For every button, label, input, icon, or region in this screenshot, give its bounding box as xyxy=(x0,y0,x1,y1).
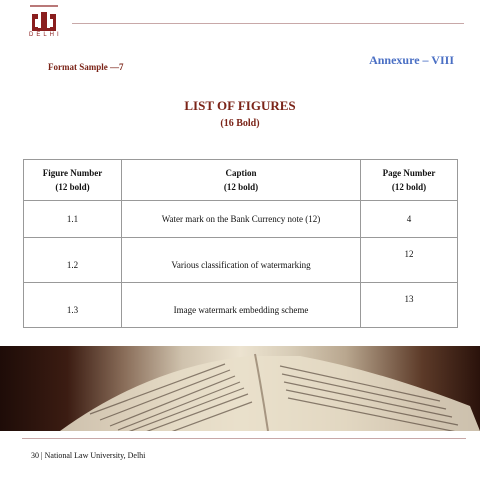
page-number-cell xyxy=(361,238,458,283)
header-page-number xyxy=(361,160,458,201)
footer-rule xyxy=(22,438,466,439)
page-number-text: 12 xyxy=(404,249,414,259)
caption-cell xyxy=(122,283,361,328)
list-title: LIST OF FIGURES xyxy=(184,98,296,113)
figures-table xyxy=(23,159,458,328)
list-subtitle: (16 Bold) xyxy=(220,118,260,129)
open-book-photo xyxy=(0,346,480,431)
header-caption xyxy=(122,160,361,201)
footer-institution: National Law University, Delhi xyxy=(44,451,146,460)
page-number-cell xyxy=(361,283,458,328)
footer xyxy=(31,451,145,460)
header-figure-number xyxy=(24,160,122,201)
format-sample-label: Format Sample —7 xyxy=(48,62,124,72)
caption-text: Various classification of watermarking xyxy=(171,260,311,270)
page-number-cell: 4 xyxy=(361,201,458,238)
figure-number-text: 1.2 xyxy=(66,260,79,270)
header-note: (12 bold) xyxy=(391,182,427,192)
page-number-text: 13 xyxy=(404,294,414,304)
caption-text: Image watermark embedding scheme xyxy=(173,305,309,315)
logo-text: DELHI xyxy=(29,32,62,38)
figure-number-cell: 1.1 xyxy=(24,201,122,238)
footer-separator: | xyxy=(39,451,45,460)
header-label: Page Number xyxy=(382,168,436,178)
table-row xyxy=(24,283,458,328)
figure-number-cell xyxy=(24,283,122,328)
header-label: Figure Number xyxy=(42,168,103,178)
header-label: Caption xyxy=(225,168,257,178)
table-row xyxy=(24,201,458,238)
header-note: (12 bold) xyxy=(223,182,259,192)
book-pages-illustration xyxy=(0,346,480,431)
table-row xyxy=(24,238,458,283)
annexure-label: Annexure – VIII xyxy=(369,53,454,67)
header-rule xyxy=(72,23,464,24)
caption-cell xyxy=(122,238,361,283)
figure-number-cell xyxy=(24,238,122,283)
figure-number-text: 1.3 xyxy=(66,305,79,315)
caption-cell: Water mark on the Bank Currency note (12) xyxy=(122,201,361,238)
header-note: (12 bold) xyxy=(55,182,90,192)
footer-page-number: 30 xyxy=(31,451,39,460)
table-header-row xyxy=(24,160,458,201)
